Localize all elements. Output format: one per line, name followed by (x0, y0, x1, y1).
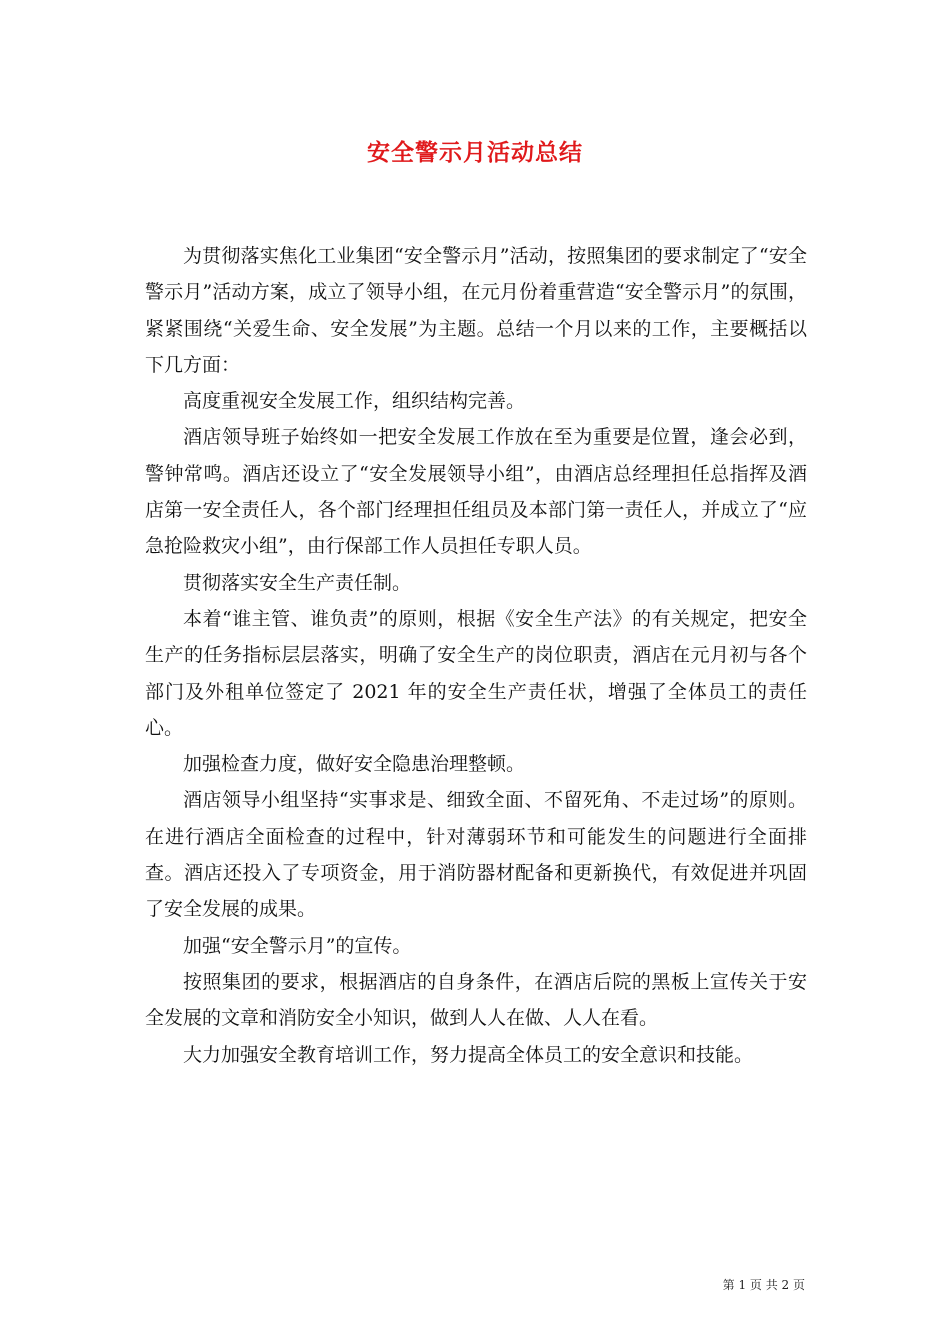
paragraph-intro: 为贯彻落实焦化工业集团“安全警示月”活动，按照集团的要求制定了“安全警示月”活动方案，成立了领导小组，在元月份着重营造“安全警示月”的氛围，紧紧围绕“关爱生命、安全发展”为主题。总结一个月以来的工作，主要概括以下几方面： (145, 245, 807, 376)
document-body (145, 238, 807, 1073)
paragraph-inspection: 酒店领导小组坚持“实事求是、细致全面、不留死角、不走过场”的原则。在进行酒店全面检查的过程中，针对薄弱环节和可能发生的问题进行全面排查。酒店还投入了专项资金，用于消防器材配备和更新换代，有效促进并巩固了安全发展的成果。 (145, 789, 807, 921)
section-heading-training: 大力加强安全教育培训工作，努力提高全体员工的安全意识和技能。 (183, 1043, 754, 1066)
section-heading-publicity: 加强“安全警示月”的宣传。 (183, 934, 412, 957)
section-heading-responsibility: 贯彻落实安全生产责任制。 (183, 571, 412, 594)
paragraph-responsibility: 本着“谁主管、谁负责”的原则，根据《安全生产法》的有关规定，把安全生产的任务指标层层落实，明确了安全生产的岗位职责，酒店在元月初与各个部门及外租单位签定了 2021 年的安全生产责任状，增强了全体员工的责任心。 (145, 607, 807, 739)
section-heading-inspection: 加强检查力度，做好安全隐患治理整顿。 (183, 753, 526, 776)
document-title: 安全警示月活动总结 (367, 139, 583, 166)
paragraph-publicity: 按照集团的要求，根据酒店的自身条件，在酒店后院的黑板上宣传关于安全发展的文章和消防安全小知识，做到人人在做、人人在看。 (145, 970, 807, 1030)
section-heading-organization: 高度重视安全发展工作，组织结构完善。 (183, 390, 526, 413)
page-number-footer: 第 1 页 共 2 页 (722, 1278, 805, 1292)
paragraph-organization: 酒店领导班子始终如一把安全发展工作放在至为重要是位置，逢会必到，警钟常鸣。酒店还设立了“安全发展领导小组”，由酒店总经理担任总指挥及酒店第一安全责任人，各个部门经理担任组员及本部门第一责任人，并成立了“应急抢险救灾小组”，由行保部工作人员担任专职人员。 (145, 426, 807, 558)
